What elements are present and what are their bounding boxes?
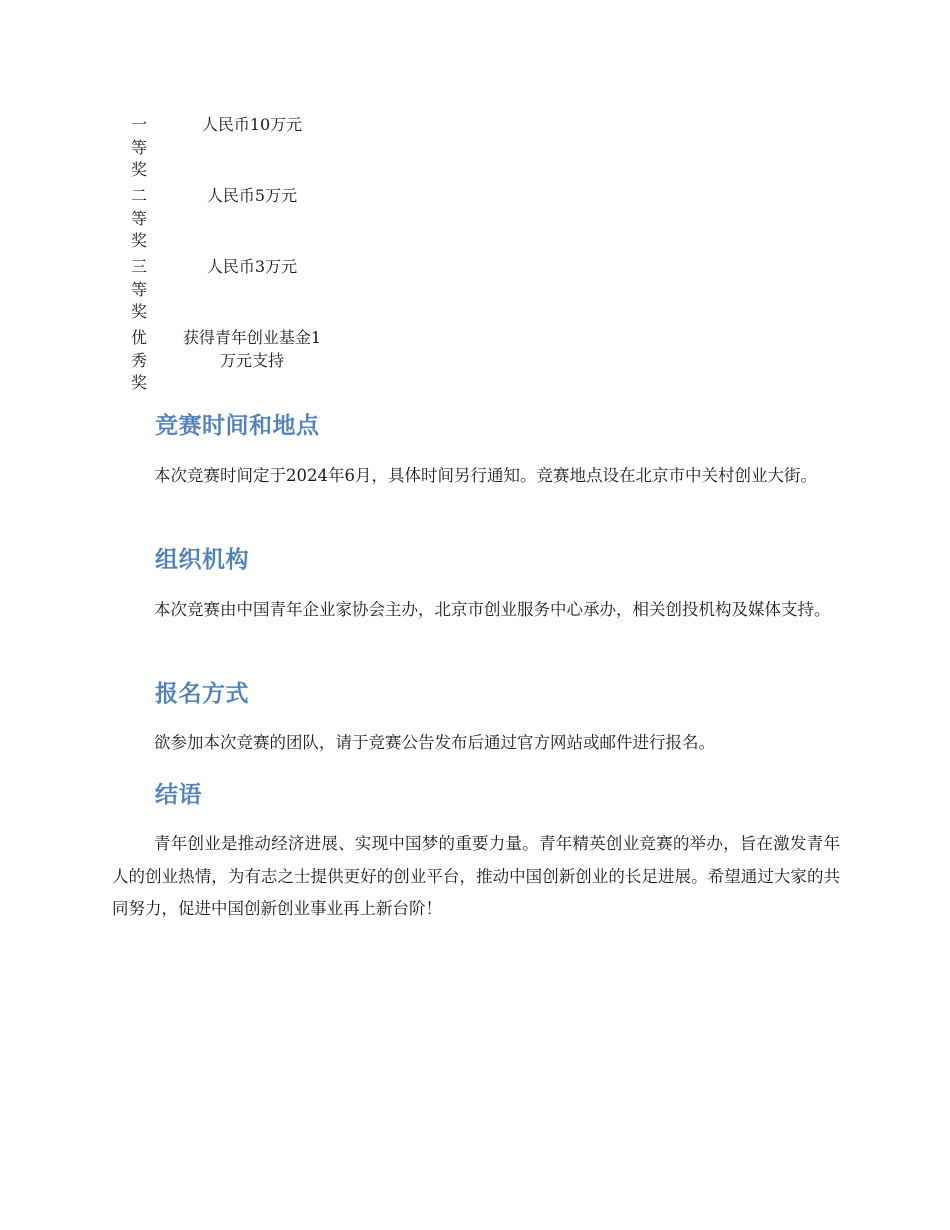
prize-level: 优 秀 奖 (130, 328, 147, 392)
section-text-registration: 欲参加本次竞赛的团队，请于竞赛公告发布后通过官方网站或邮件进行报名。 (154, 733, 715, 752)
section-text-conclusion: 青年创业是推动经济进展、实现中国梦的重要力量。青年精英创业竞赛的举办，旨在激发青年人的创业热情，为有志之士提供更好的创业平台，推动中国创新创业的长足进展。希望通过大家的共同努力，促进中国创新创业事业再上新台阶！ (112, 834, 840, 918)
prize-reward: 获得青年创业基金1万元支持 (182, 328, 322, 370)
prize-row-second (120, 185, 346, 256)
section-heading-organization: 组织机构 (155, 547, 249, 573)
prize-reward: 人民币3万元 (206, 257, 298, 276)
prize-row-third (120, 256, 346, 327)
section-heading-time-place: 竞赛时间和地点 (155, 413, 320, 439)
prize-row-excellence (120, 327, 346, 398)
prize-reward: 人民币10万元 (201, 115, 303, 134)
prize-level: 二 等 奖 (130, 186, 147, 250)
section-heading-registration: 报名方式 (155, 681, 249, 707)
prize-reward: 人民币5万元 (206, 186, 298, 205)
section-heading-conclusion: 结语 (155, 782, 202, 808)
section-text-time-place: 本次竞赛时间定于2024年6月，具体时间另行通知。竞赛地点设在北京市中关村创业大街。 (154, 466, 817, 485)
prize-row-first (120, 114, 346, 185)
prize-level: 三 等 奖 (130, 257, 147, 321)
prize-level: 一 等 奖 (130, 115, 147, 179)
section-text-organization: 本次竞赛由中国青年企业家协会主办，北京市创业服务中心承办，相关创投机构及媒体支持。 (154, 600, 831, 619)
prize-table (120, 114, 346, 398)
